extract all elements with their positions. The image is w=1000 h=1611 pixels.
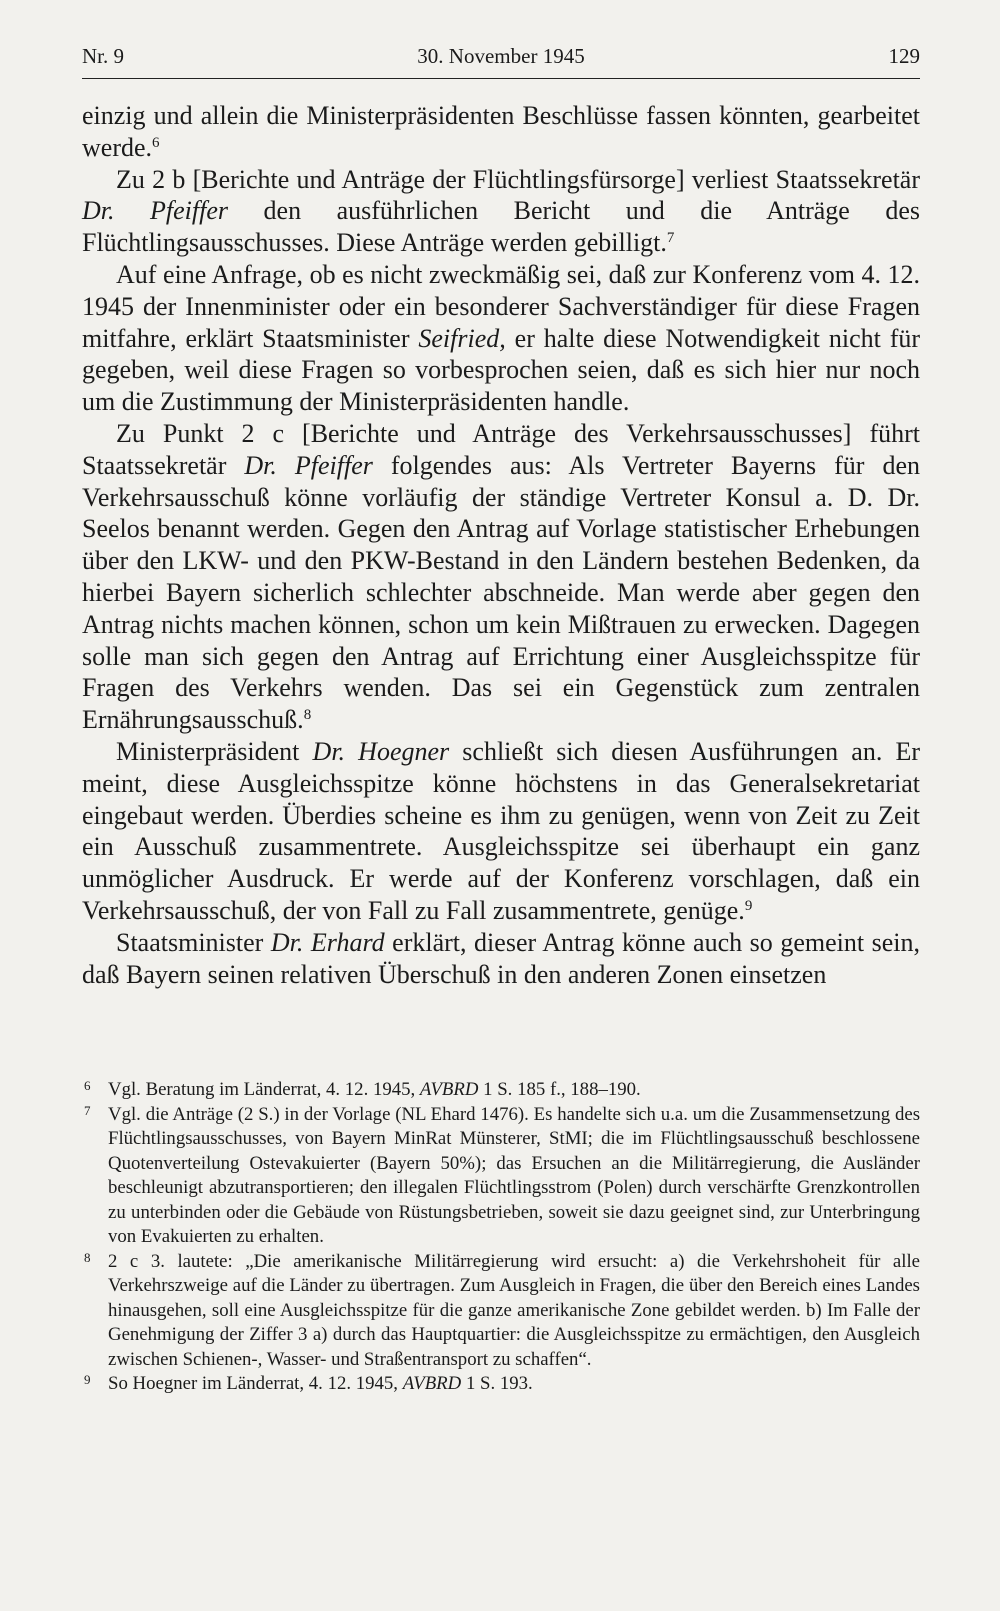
paragraph	[82, 418, 920, 736]
paragraph	[82, 259, 920, 418]
footnote	[82, 1103, 920, 1250]
source-abbrev: AVBRD	[419, 1079, 479, 1100]
footnote-ref: 6	[152, 134, 160, 151]
footnote-number: 8	[84, 1249, 91, 1265]
footnote-number: 6	[84, 1078, 91, 1093]
footnote-text: Vgl. Beratung im Länderrat, 4. 12. 1945,	[108, 1079, 416, 1100]
footnotes	[82, 1078, 920, 1397]
paragraph-text: Auf eine Anfrage, ob es nicht zweckmäßig sei, daß zur Konferenz vom 4. 12. 1945 der Innenminister oder ein besonderer Sachverständiger für diese Fragen mitfahre, erklärt Staatsminister	[82, 259, 920, 353]
footnote-text: 2 c 3. lautete: „Die amerikanische Militärregierung wird ersucht: a) die Verkehrshoheit für alle Verkehrszweige auf die Länder zu übertragen. Zum Ausgleich in Fragen, die über den Bereich eines Landes hinausgehen, soll eine Ausgleichsspitze für die ganze amerikanische Zone gebildet werden. b) Im Falle der Genehmigung der Ziffer 3 a) durch das Hauptquartier: die Ausgleichsspitze zu ermächtigen, den Ausgleich zwischen Schienen-, Wasser- und Straßentransport zu schaffen“.	[108, 1250, 920, 1370]
header-date: 30. November 1945	[417, 44, 585, 68]
person-name: Dr. Pfeiffer	[244, 450, 373, 480]
footnote-ref: 8	[303, 707, 312, 724]
paragraph-text: er halte diese Notwendigkeit nicht für gegeben, weil diese Fragen so vorbesprochen seien, daß es sich hier nur noch um die Zustimmung der Ministerpräsidenten handle.	[82, 323, 921, 417]
footnote-number: 9	[84, 1372, 91, 1387]
footnote	[82, 1250, 920, 1373]
paragraph	[82, 100, 920, 164]
footnote-ref: 9	[744, 897, 753, 914]
source-abbrev: AVBRD	[402, 1373, 462, 1394]
footnote	[82, 1078, 920, 1103]
person-name: Dr. Pfeiffer	[82, 196, 229, 226]
paragraph-text: Zu Punkt 2 c [Berichte und Anträge des Verkehrsausschusses] führt Staatssekretär	[82, 418, 920, 480]
footnote-text: So Hoegner im Länderrat, 4. 12. 1945,	[108, 1373, 398, 1394]
footnote	[82, 1372, 920, 1397]
paragraph-text: einzig und allein die Ministerpräsidenten Beschlüsse fassen könnten, gearbeitet werde.	[82, 101, 920, 162]
person-name: Dr. Erhard	[270, 927, 385, 957]
issue-number: Nr. 9	[82, 44, 124, 68]
paragraph	[82, 164, 920, 259]
paragraph-text: Ministerpräsident	[116, 736, 300, 766]
paragraph	[82, 736, 920, 927]
page-number: 129	[888, 44, 920, 68]
paragraph-text: erklärt, dieser Antrag könne auch so gemeint sein, daß Bayern seinen relativen Überschuß in den anderen Zonen einsetzen	[82, 927, 921, 989]
paragraph-text: folgendes aus: Als Vertreter Bayerns für den Verkehrsausschuß könne vorläufig der ständige Vertreter Konsul a. D. Dr. Seelos benannt werden. Gegen den Antrag auf Vorlage statistischer Erhebungen über den LKW- und den PKW-Bestand in den Ländern bestehen Bedenken, da hierbei Bayern sicherlich schlechter abschneide. Man werde aber gegen den Antrag nichts machen können, schon um kein Mißtrauen zu erwecken. Dagegen solle man sich gegen den Antrag auf Errichtung einer Ausgleichsspitze für Fragen des Verkehrs wenden. Das sei ein Gegenstück zum zentralen Ernährungsausschuß.	[82, 450, 921, 735]
footnote-text: Vgl. die Anträge (2 S.) in der Vorlage (NL Ehard 1476). Es handelte sich u.a. um die Zusammensetzung des Flüchtlingsausschusses, von Bayern MinRat Münsterer, StMI; die im Flüchtlingsausschuß beschlossene Quotenverteilung Ostevakuierter (Bayern 50%); das Ersuchen an die Militärregierung, die Ausländer beschleunigt abzutransportieren; den illegalen Flüchtlingsstrom (Polen) durch verschärfte Grenzkontrollen zu unterbinden oder die Gebäude von Rüstungsbetrieben, soweit sie dazu geeignet sind, zur Unterbringung von Evakuierten zu erhalten.	[108, 1103, 920, 1247]
footnote-ref: 7	[666, 230, 675, 247]
footnote-number: 7	[84, 1102, 91, 1118]
paragraph	[82, 927, 920, 991]
header-rule	[82, 78, 920, 79]
paragraph-text: den ausführlichen Bericht und die Anträge des Flüchtlingsausschusses. Diese Anträge werden gebilligt.	[82, 196, 920, 258]
person-name: Seifried,	[418, 323, 506, 353]
paragraph-text: schließt sich diesen Ausführungen an. Er meint, diese Ausgleichsspitze könne höchstens in das Generalsekretariat eingebaut werden. Überdies scheine es ihm zu genügen, wenn von Zeit zu Zeit ein Ausschuß zusammentrete. Ausgleichsspitze sei überhaupt ein ganz unmöglicher Ausdruck. Er werde auf der Konferenz vorschlagen, daß ein Verkehrsausschuß, der von Fall zu Fall zusammentrete, genüge.	[82, 736, 920, 925]
page-header	[82, 44, 920, 78]
main-text	[82, 100, 920, 990]
paragraph-text: Staatsminister	[116, 927, 264, 957]
footnote-text: 1 S. 193.	[465, 1373, 533, 1394]
paragraph-text: Zu 2 b [Berichte und Anträge der Flüchtlingsfürsorge] verliest Staatssekretär	[116, 164, 920, 194]
person-name: Dr. Hoegner	[312, 736, 450, 766]
footnote-text: 1 S. 185 f., 188–190.	[483, 1079, 641, 1100]
